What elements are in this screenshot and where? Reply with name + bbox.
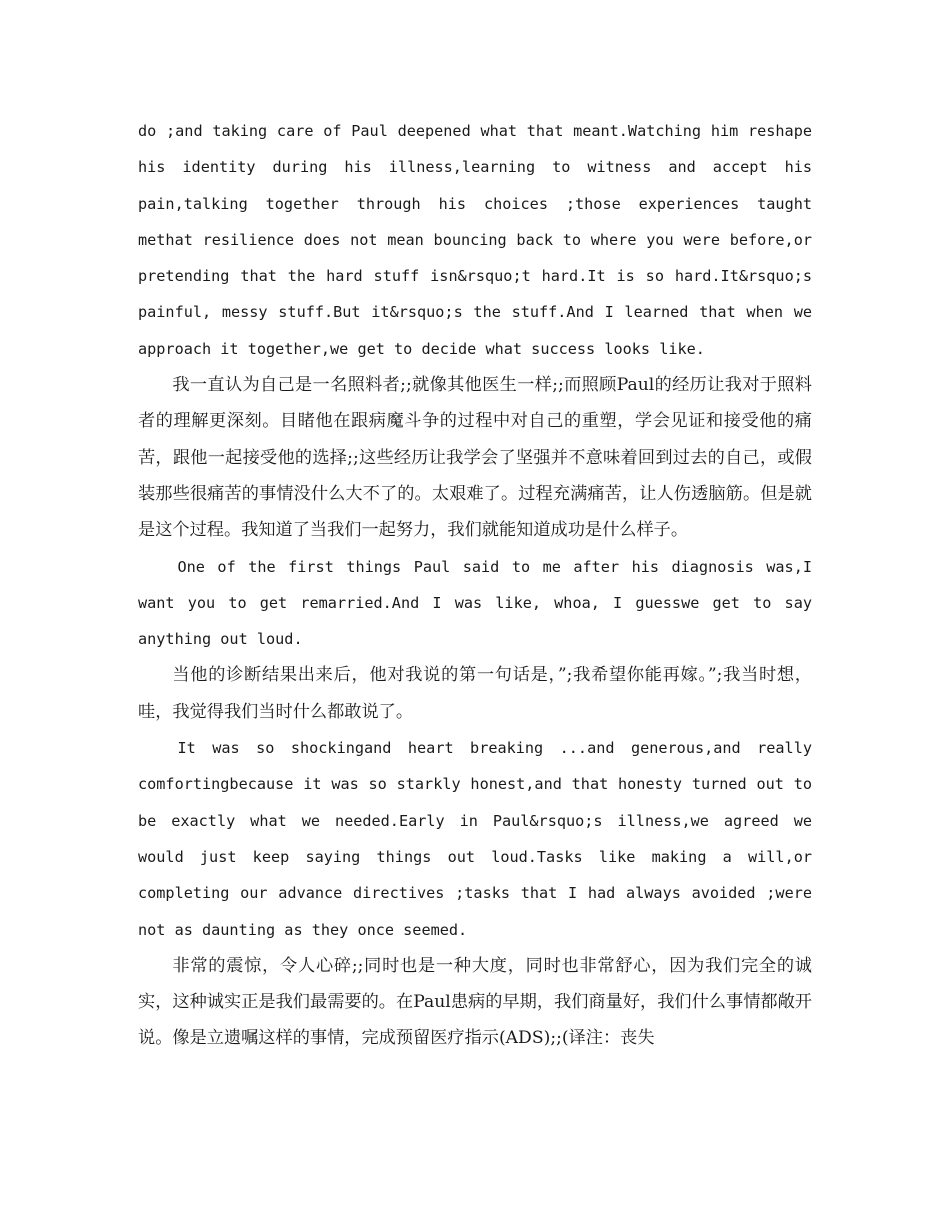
english-paragraph-1: do ;and taking care of Paul deepened what that meant.Watching him reshape his identity during his illness,learning to witness and accept his pain,talking together through his choices ;those experiences taught methat resilience does not mean bouncing back to where you were before,or pretending that the hard stuff isn&rsquo;t hard.It is so hard.It&rsquo;s painful, messy stuff.But it&rsquo;s the stuff.And I learned that when we approach it together,we get to decide what success looks like.	[138, 122, 812, 358]
document-body	[138, 113, 812, 1057]
chinese-paragraph-1: 我一直认为自己是一名照料者;;就像其他医生一样;;而照顾Paul的经历让我对于照料者的理解更深刻。目睹他在跟病魔斗争的过程中对自己的重塑，学会见证和接受他的痛苦，跟他一起接受他的选择;;这些经历让我学会了坚强并不意味着回到过去的自己，或假装那些很痛苦的事情没什么大不了的。太艰难了。过程充满痛苦，让人伤透脑筋。但是就是这个过程。我知道了当我们一起努力，我们就能知道成功是什么样子。	[138, 375, 812, 541]
english-paragraph-3: It was so shockingand heart breaking ...and generous,and really comfortingbecause it was so starkly honest,and that honesty turned out to be exactly what we needed.Early in Paul&rsquo;s illness,we agreed we would just keep saying things out loud.Tasks like making a will,or completing our advance directives ;tasks that I had always avoided ;were not as daunting as they once seemed.	[138, 739, 812, 939]
chinese-paragraph-3: 非常的震惊，令人心碎;;同时也是一种大度，同时也非常舒心，因为我们完全的诚实，这种诚实正是我们最需要的。在Paul患病的早期，我们商量好，我们什么事情都敞开说。像是立遗嘱这样的事情，完成预留医疗指示(ADS);;(译注：丧失	[138, 955, 812, 1049]
english-paragraph-2: One of the first things Paul said to me after his diagnosis was,I want you to get remarried.And I was like, whoa, I guesswe get to say anything out loud.	[138, 557, 812, 649]
chinese-paragraph-2: 当他的诊断结果出来后，他对我说的第一句话是，”;我希望你能再嫁。”;我当时想，哇，我觉得我们当时什么都敢说了。	[138, 665, 812, 722]
